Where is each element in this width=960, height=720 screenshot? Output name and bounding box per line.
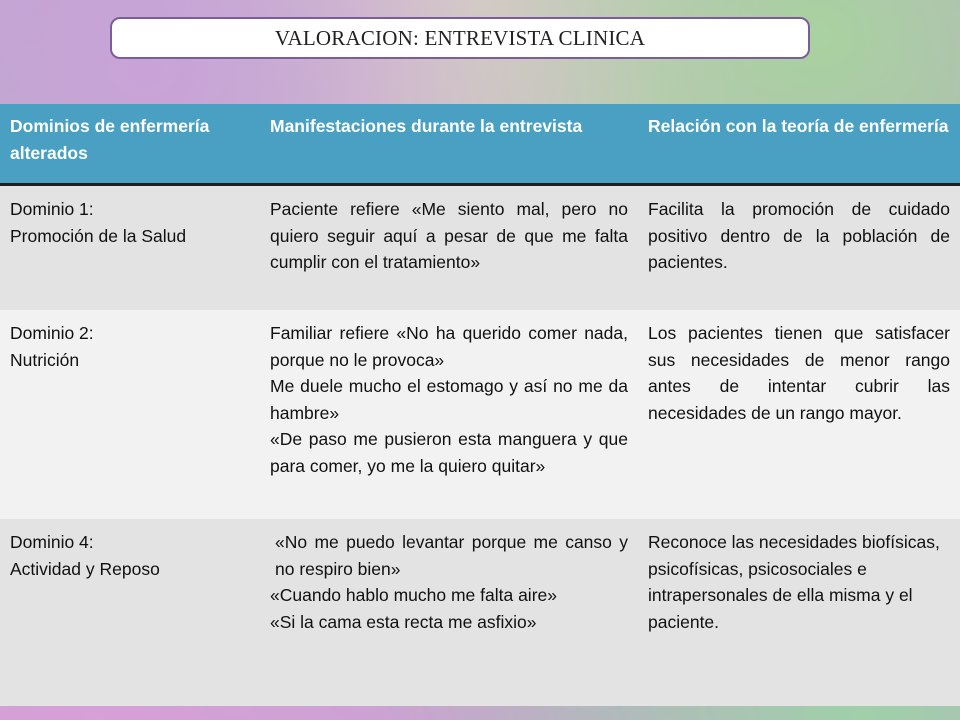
header-relation: Relación con la teoría de enfermería [638, 104, 960, 186]
row2-domain-number: Dominio 2: [10, 323, 94, 343]
row2-manifestation-3: «De paso me pusieron esta manguera y que para comer, yo me la quiero quitar» [270, 429, 628, 476]
header-manifestations: Manifestaciones durante la entrevista [260, 104, 638, 186]
row1-relation: Facilita la promoción de cuidado positivo dentro de la población de pacientes. [638, 186, 960, 310]
row3-manifestation-3: «Si la cama esta recta me asfixio» [270, 611, 537, 632]
row2-domain [0, 310, 260, 519]
row2-manifestation-2: Me duele mucho el estomago y así no me da hambre» [270, 376, 628, 423]
row3-relation: Reconoce las necesidades biofísicas, psicofísicas, psicosociales e intrapersonales de ella misma y el paciente. [638, 519, 960, 706]
row1-manifestations [260, 186, 638, 310]
row3-domain [0, 519, 260, 706]
row1-domain [0, 186, 260, 310]
row1-manifestation-1: Paciente refiere «Me siento mal, pero no quiero seguir aquí a pesar de que me falta cumplir con el tratamiento» [270, 199, 628, 272]
slide-title-box [110, 17, 810, 59]
header-domains: Dominios de enfermería alterados [0, 104, 260, 186]
slide-title: VALORACION: ENTREVISTA CLINICA [274, 25, 646, 50]
row2-manifestation-1: Familiar refiere «No ha querido comer nada, porque no le provoca» [270, 323, 628, 370]
row3-manifestations [260, 519, 638, 706]
row3-manifestation-2: «Cuando hablo mucho me falta aire» [270, 585, 557, 605]
row3-domain-number: Dominio 4: [10, 532, 94, 552]
row1-domain-name: Promoción de la Salud [10, 225, 187, 246]
row2-manifestations [260, 310, 638, 519]
row1-domain-number: Dominio 1: [10, 199, 94, 219]
row3-domain-name: Actividad y Reposo [10, 558, 160, 579]
assessment-table [0, 104, 960, 706]
row2-domain-name: Nutrición [10, 349, 80, 370]
row3-manifestation-1: «No me puedo levantar porque me canso y no respiro bien» [275, 532, 628, 579]
row2-relation: Los pacientes tienen que satisfacer sus necesidades de menor rango antes de intentar cubrir las necesidades de un rango mayor. [638, 310, 960, 519]
